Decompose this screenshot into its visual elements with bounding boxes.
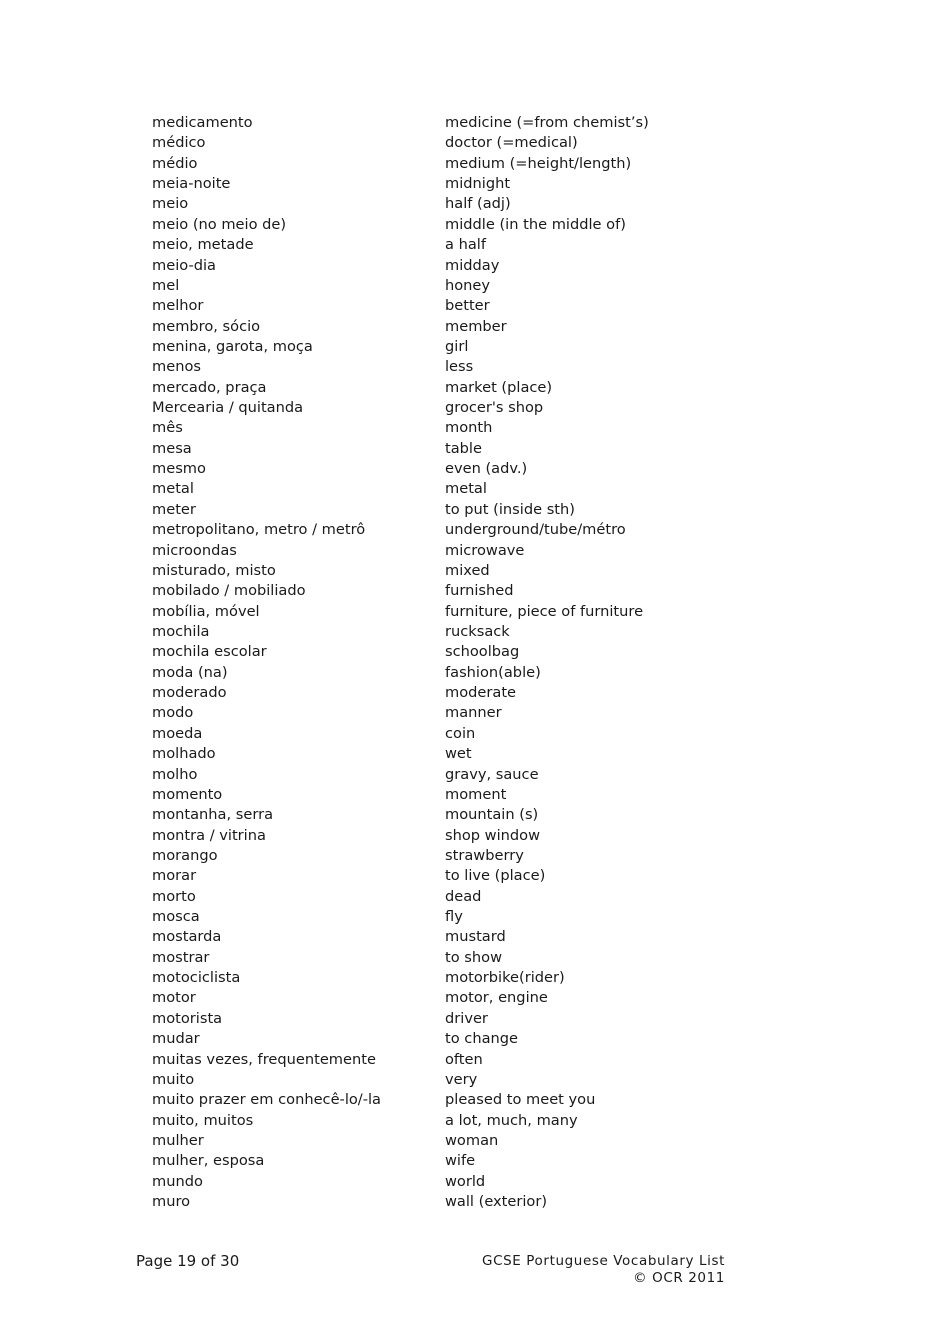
english-translation: moderate [445, 684, 517, 702]
english-translation: less [445, 358, 474, 376]
portuguese-term: membro, sócio [152, 317, 261, 335]
vocab-row [152, 683, 712, 703]
english-translation: midnight [445, 175, 511, 193]
english-translation: doctor (=medical) [445, 134, 578, 152]
portuguese-term: montanha, serra [152, 806, 274, 824]
vocab-row [152, 459, 712, 479]
vocab-row [152, 581, 712, 601]
document-title: GCSE Portuguese Vocabulary List [482, 1253, 725, 1269]
english-translation: month [445, 419, 493, 437]
portuguese-term: Mercearia / quitanda [152, 399, 304, 417]
english-translation: mustard [445, 928, 506, 946]
english-translation: wife [445, 1152, 476, 1170]
english-translation: furnished [445, 582, 514, 600]
portuguese-term: motorista [152, 1009, 223, 1027]
english-translation: very [445, 1070, 478, 1088]
portuguese-term: morar [152, 867, 197, 885]
english-translation: schoolbag [445, 643, 520, 661]
copyright: © OCR 2011 [633, 1269, 725, 1286]
footer-document-info [482, 1253, 725, 1286]
english-translation: underground/tube/métro [445, 521, 626, 539]
english-translation: coin [445, 724, 476, 742]
english-translation: world [445, 1172, 486, 1190]
vocab-row [152, 622, 712, 642]
portuguese-term: meio (no meio de) [152, 215, 287, 233]
portuguese-term: muito prazer em conhecê-lo/-la [152, 1091, 381, 1109]
english-translation: midday [445, 256, 500, 274]
portuguese-term: moeda [152, 724, 203, 742]
vocab-row [152, 927, 712, 947]
portuguese-term: mel [152, 276, 180, 294]
portuguese-term: meter [152, 500, 196, 518]
english-translation: table [445, 439, 482, 457]
vocab-row [152, 846, 712, 866]
english-translation: fashion(able) [445, 663, 541, 681]
vocab-row [152, 1172, 712, 1192]
vocab-row [152, 1050, 712, 1070]
english-translation: middle (in the middle of) [445, 215, 626, 233]
vocab-row [152, 256, 712, 276]
english-translation: medium (=height/length) [445, 154, 632, 172]
page-number: Page 19 of 30 [136, 1252, 240, 1270]
english-translation: to live (place) [445, 867, 546, 885]
english-translation: furniture, piece of furniture [445, 602, 644, 620]
vocab-row [152, 133, 712, 153]
english-translation: market (place) [445, 378, 553, 396]
english-translation: gravy, sauce [445, 765, 539, 783]
english-translation: pleased to meet you [445, 1091, 596, 1109]
portuguese-term: menos [152, 358, 201, 376]
english-translation: shop window [445, 826, 541, 844]
portuguese-term: montra / vitrina [152, 826, 266, 844]
portuguese-term: metal [152, 480, 194, 498]
vocab-row [152, 479, 712, 499]
english-translation: driver [445, 1009, 488, 1027]
portuguese-term: muito [152, 1070, 195, 1088]
portuguese-term: muro [152, 1193, 191, 1211]
english-translation: motor, engine [445, 989, 548, 1007]
vocab-row [152, 1070, 712, 1090]
english-translation: wall (exterior) [445, 1193, 548, 1211]
vocab-row [152, 602, 712, 622]
english-translation: girl [445, 337, 469, 355]
portuguese-term: misturado, misto [152, 561, 276, 579]
vocab-row [152, 887, 712, 907]
portuguese-term: mercado, praça [152, 378, 267, 396]
english-translation: often [445, 1050, 483, 1068]
portuguese-term: muitas vezes, frequentemente [152, 1050, 376, 1068]
vocab-row [152, 642, 712, 662]
vocab-row [152, 826, 712, 846]
vocab-row [152, 439, 712, 459]
portuguese-term: morango [152, 846, 218, 864]
vocab-row [152, 1131, 712, 1151]
vocab-row [152, 988, 712, 1008]
portuguese-term: meia-noite [152, 175, 231, 193]
vocab-row [152, 520, 712, 540]
portuguese-term: meio [152, 195, 189, 213]
vocab-row [152, 500, 712, 520]
english-translation: member [445, 317, 507, 335]
english-translation: honey [445, 276, 491, 294]
portuguese-term: médico [152, 134, 206, 152]
portuguese-term: mobília, móvel [152, 602, 260, 620]
portuguese-term: morto [152, 887, 196, 905]
portuguese-term: mundo [152, 1172, 203, 1190]
english-translation: microwave [445, 541, 525, 559]
english-translation: a half [445, 236, 486, 254]
vocab-row [152, 663, 712, 683]
english-translation: manner [445, 704, 502, 722]
english-translation: woman [445, 1131, 499, 1149]
english-translation: even (adv.) [445, 460, 528, 478]
portuguese-term: molho [152, 765, 198, 783]
english-translation: to show [445, 948, 503, 966]
portuguese-term: mochila escolar [152, 643, 267, 661]
vocab-row [152, 805, 712, 825]
english-translation: wet [445, 745, 472, 763]
portuguese-term: meio-dia [152, 256, 216, 274]
portuguese-term: medicamento [152, 114, 253, 131]
portuguese-term: mobilado / mobiliado [152, 582, 306, 600]
english-translation: half (adj) [445, 195, 511, 213]
english-translation: a lot, much, many [445, 1111, 578, 1129]
vocab-row [152, 215, 712, 235]
english-translation: to put (inside sth) [445, 500, 575, 518]
portuguese-term: mostarda [152, 928, 222, 946]
portuguese-term: mosca [152, 908, 200, 926]
portuguese-term: mesa [152, 439, 192, 457]
vocab-row [152, 703, 712, 723]
vocab-row [152, 1009, 712, 1029]
english-translation: metal [445, 480, 487, 498]
vocab-row [152, 337, 712, 357]
vocab-row [152, 317, 712, 337]
vocab-row [152, 744, 712, 764]
portuguese-term: meio, metade [152, 236, 254, 254]
vocab-row [152, 1151, 712, 1171]
portuguese-term: motociclista [152, 969, 241, 987]
vocab-row [152, 541, 712, 561]
vocab-row [152, 378, 712, 398]
vocab-row [152, 276, 712, 296]
portuguese-term: moda (na) [152, 663, 228, 681]
portuguese-term: microondas [152, 541, 237, 559]
portuguese-term: mostrar [152, 948, 210, 966]
portuguese-term: modo [152, 704, 194, 722]
vocabulary-list [152, 113, 712, 1212]
portuguese-term: muito, muitos [152, 1111, 254, 1129]
english-translation: motorbike(rider) [445, 969, 565, 987]
english-translation: mountain (s) [445, 806, 539, 824]
vocab-row [152, 418, 712, 438]
vocab-row [152, 154, 712, 174]
portuguese-term: mês [152, 419, 183, 437]
portuguese-term: motor [152, 989, 196, 1007]
portuguese-term: mulher, esposa [152, 1152, 265, 1170]
vocab-row [152, 235, 712, 255]
english-translation: moment [445, 785, 507, 803]
vocab-row [152, 724, 712, 744]
portuguese-term: mudar [152, 1030, 200, 1048]
vocab-row [152, 1111, 712, 1131]
portuguese-term: menina, garota, moça [152, 337, 313, 355]
portuguese-term: melhor [152, 297, 204, 315]
portuguese-term: metropolitano, metro / metrô [152, 521, 366, 539]
english-translation: medicine (=from chemist’s) [445, 114, 649, 131]
vocab-row [152, 561, 712, 581]
portuguese-term: moderado [152, 684, 227, 702]
vocab-row [152, 785, 712, 805]
vocab-row [152, 1029, 712, 1049]
vocab-row [152, 968, 712, 988]
english-translation: to change [445, 1030, 518, 1048]
portuguese-term: mochila [152, 622, 210, 640]
vocab-row [152, 194, 712, 214]
portuguese-term: molhado [152, 745, 216, 763]
vocab-row [152, 174, 712, 194]
vocab-row [152, 357, 712, 377]
vocab-row [152, 907, 712, 927]
vocab-row [152, 113, 712, 133]
english-translation: better [445, 297, 490, 315]
portuguese-term: momento [152, 785, 223, 803]
vocab-row [152, 1090, 712, 1110]
english-translation: rucksack [445, 622, 510, 640]
vocab-row [152, 296, 712, 316]
english-translation: dead [445, 887, 482, 905]
vocab-row [152, 398, 712, 418]
vocab-row [152, 866, 712, 886]
portuguese-term: mulher [152, 1131, 204, 1149]
portuguese-term: médio [152, 154, 198, 172]
english-translation: strawberry [445, 846, 524, 864]
english-translation: fly [445, 908, 463, 926]
vocab-row [152, 1192, 712, 1212]
english-translation: grocer's shop [445, 399, 544, 417]
vocab-row [152, 765, 712, 785]
portuguese-term: mesmo [152, 460, 206, 478]
english-translation: mixed [445, 561, 490, 579]
vocab-row [152, 948, 712, 968]
